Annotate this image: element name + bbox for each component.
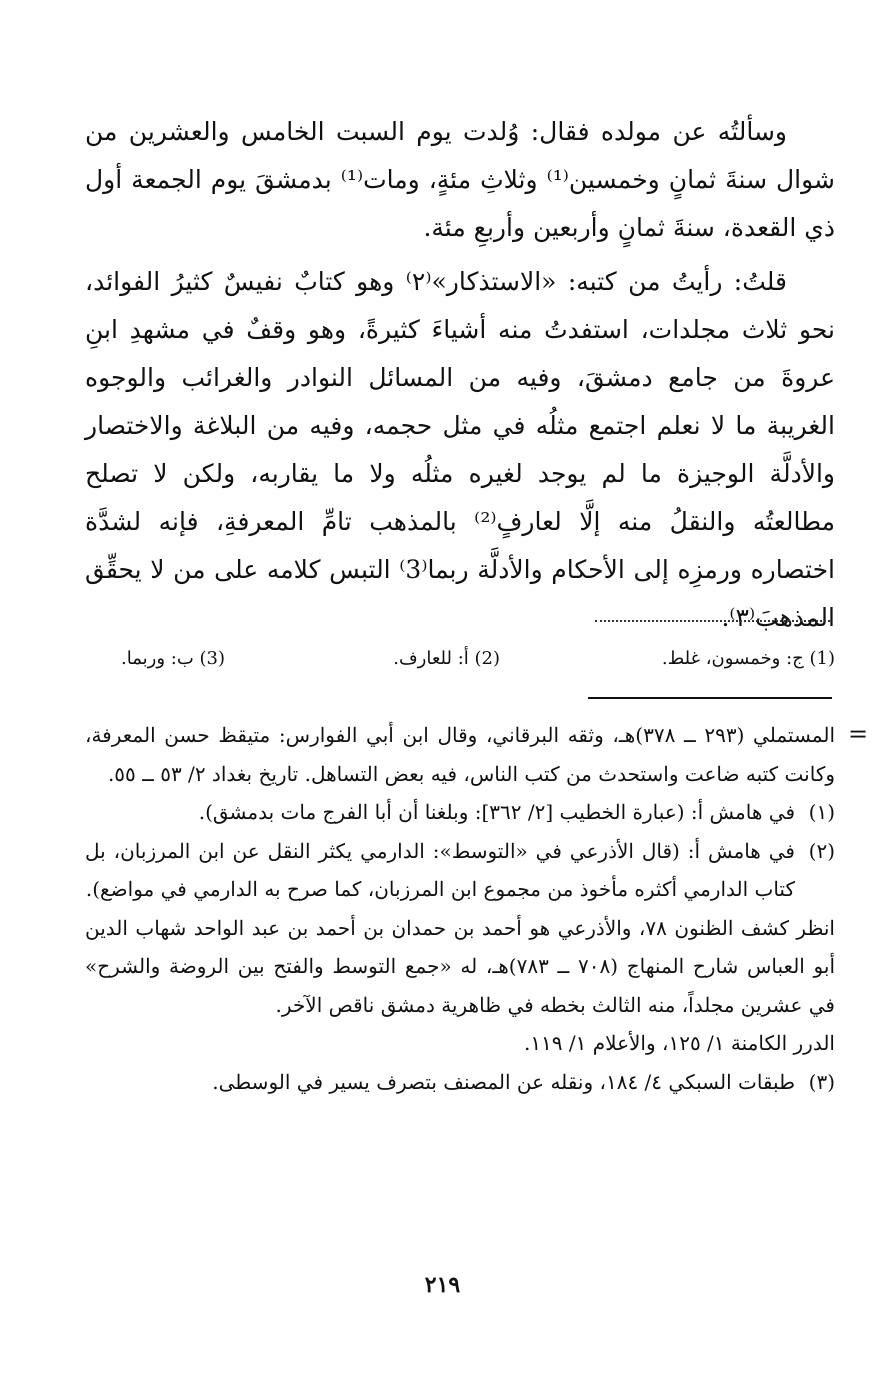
critical-apparatus <box>85 648 835 678</box>
footnote-2-reference: انظر كشف الظنون ٧٨، والأذرعي هو أحمد بن حمدان بن أحمد بن عبد الواحد شهاب الدين أبو العباس شارح المنهاج (٧٠٨ ــ ٧٨٣)هـ، له «جمع التوسط والفتح بين الروضة والشرح» في عشرين مجلداً، منه الثالث بخطه في ظاهرية دمشق ناقص الآخر. <box>85 915 836 1017</box>
footnote-1 <box>85 793 835 832</box>
footnote-rule <box>588 697 832 699</box>
footnote-2-number: (٢) <box>808 838 835 863</box>
footnote-1-number: (١) <box>808 800 835 824</box>
apparatus-note-2: (2) أ: للعارف. <box>393 648 500 669</box>
paragraph-birth: وسألتُه عن مولده فقال: وُلدت يوم السبت الخامس والعشرين من شوال سنةَ ثمانٍ وخمسين⁽¹⁾ وثلاثِ مئةٍ، ومات⁽¹⁾ بدمشقَ يوم الجمعة أول ذي القعدة، سنةَ ثمانٍ وأربعين وأربعِ مئة. <box>85 117 835 242</box>
continuation-mark: = <box>848 720 869 748</box>
footnote-3 <box>85 1063 835 1102</box>
footnotes <box>85 716 835 1101</box>
footnote-2-sources: الدرر الكامنة ١/ ١٢٥، والأعلام ١/ ١١٩. <box>523 1031 835 1055</box>
apparatus-note-1: (1) ج: وخمسون، غلط. <box>661 648 835 669</box>
page-number: ٢١٩ <box>424 1272 461 1298</box>
footnote-2-text: في هامش أ: (قال الأذرعي في «التوسط»: الدارمي يكثر النقل عن ابن المرزبان، بل كتاب الدارمي أكثره مأخوذ من مجموع ابن المرزبان، كما صرح به الدارمي في مواضع). <box>85 838 795 901</box>
footnote-3-number: (٣) <box>808 1069 835 1094</box>
footnote-continuation: المستملي (٢٩٣ ــ ٣٧٨)هـ، وثقه البرقاني، وقال ابن أبي الفوارس: متيقظ حسن المعرفة، وكانت كتبه ضاعت واستحدث من كتب الناس، فيه بعض التساهل. تاريخ بغداد ٢/ ٥٣ ــ ٥٥. <box>85 723 835 786</box>
footnote-1-text: في هامش أ: (عبارة الخطيب [٢/ ٣٦٢]: وبلغنا أن أبا الفرج مات بدمشق). <box>198 800 795 824</box>
footnote-2 <box>85 832 835 909</box>
apparatus-note-3: (3) ب: وربما. <box>121 648 225 669</box>
paragraph-works: قلتُ: رأيتُ من كتبه: «الاستذكار»⁽٢⁾ وهو كتابٌ نفيسٌ كثيرُ الفوائد، نحو ثلاث مجلدات، استفدتُ منه أشياءَ كثيرةً، وهو وقفٌ في مشهدِ ابنِ عروةَ من جامع دمشقَ، وفيه من المسائل النوادر والغرائب والوجوه الغريبة ما لا نعلم اجتمع مثلُه في مثل حجمه، وفيه من البلاغة والاختصار والأدلَّة الوجيزة ما لم يوجد لغيره مثلُه ولا ما يقاربه، ولكن لا تصلح مطالعتُه والنقلُ منه إلَّا لعارفٍ⁽²⁾ بالمذهب تامِّ المعرفةِ، فإنه لشدَّة اختصاره ورمزِه إلى الأحكام والأدلَّة ربما⁽3⁾ التبس كلامه على من لا يحقِّق المذهبَ⁽٣⁾. <box>85 267 836 632</box>
apparatus-separator <box>595 620 830 622</box>
footnote-3-text: طبقات السبكي ٤/ ١٨٤، ونقله عن المصنف بتصرف يسير في الوسطى. <box>212 1069 795 1094</box>
main-text <box>85 108 835 642</box>
